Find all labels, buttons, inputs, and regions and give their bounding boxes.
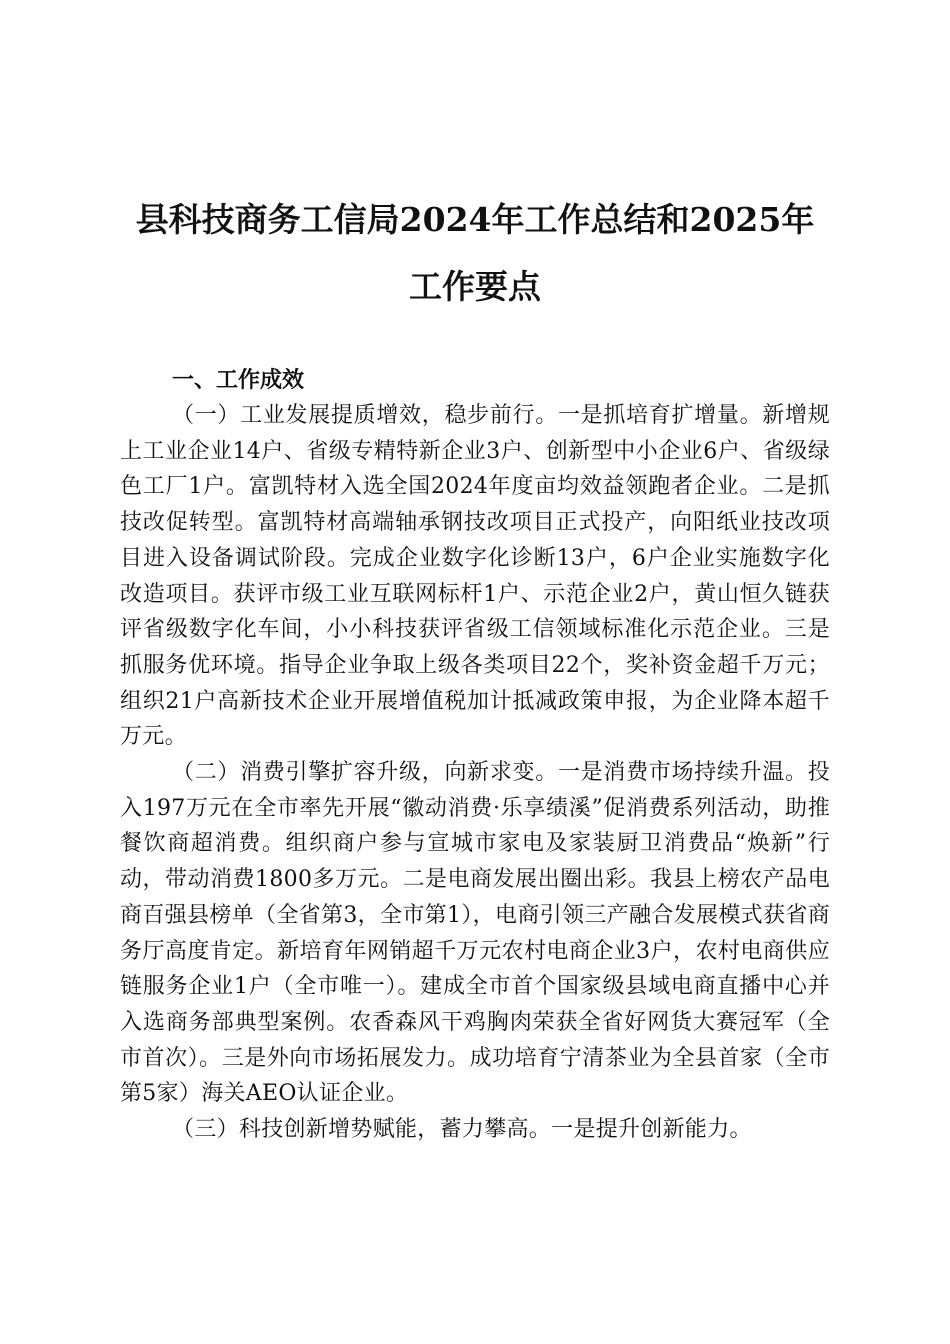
document-title-line-1: 县科技商务工信局2024年工作总结和2025年 [135,200,815,239]
paragraph-industry: （一）工业发展提质增效，稳步前行。一是抓培育扩增量。新增规上工业企业14户、省级专精特新企业3户、创新型中小企业6户、省级绿色工厂1户。富凯特材入选全国2024年度亩均效益领跑者企业。二是抓技改促转型。富凯特材高端轴承钢技改项目正式投产，向阳纸业技改项目进入设备调试阶段。完成企业数字化诊断13户，6户企业实施数字化改造项目。获评市级工业互联网标杆1户、示范企业2户，黄山恒久链获评省级数字化车间，小小科技获评省级工信领域标准化示范企业。三是抓服务优环境。指导企业争取上级各类项目22个，奖补资金超千万元；组织21户高新技术企业开展增值税加计抵减政策申报，为企业降本超千万元。 [120,403,830,750]
paragraph-innovation: （三）科技创新增势赋能，蓄力攀高。一是提升创新能力。 [172,1117,752,1143]
paragraph-consumption: （二）消费引擎扩容升级，向新求变。一是消费市场持续升温。投入197万元在全市率先开展“徽动消费·乐享绩溪”促消费系列活动，助推餐饮商超消费。组织商户参与宣城市家电及家装厨卫消费品“焕新”行动，带动消费1800多万元。二是电商发展出圈出彩。我县上榜农产品电商百强县榜单（全省第3，全市第1），电商引领三产融合发展模式获省商务厅高度肯定。新培育年网销超千万元农村电商企业3户，农村电商供应链服务企业1户（全市唯一）。建成全市首个国家级县域电商直播中心并入选商务部典型案例。农香森风干鸡胸肉荣获全省好网货大赛冠军（全市首次）。三是外向市场拓展发力。成功培育宁清茶业为全县首家（全市第5家）海关AEO认证企业。 [120,760,830,1107]
section-heading: 一、工作成效 [172,367,305,393]
document-body [120,362,830,1148]
document-title-line-2: 工作要点 [409,267,541,306]
